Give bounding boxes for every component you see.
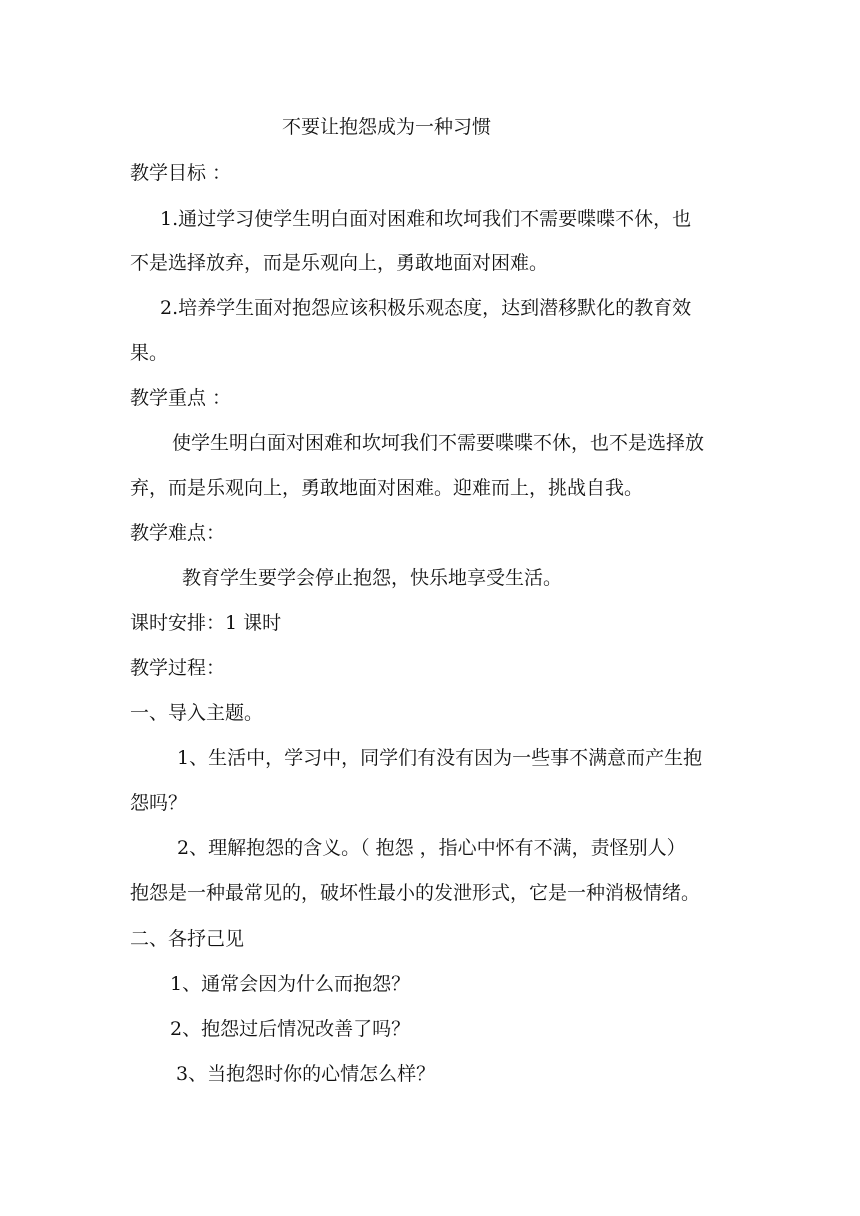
section-1-heading: 一、导入主题。 — [130, 702, 264, 724]
section-2-item-1: 1、通常会因为什么而抱怨？ — [170, 973, 411, 995]
keypoints-heading: 教学重点 ： — [130, 387, 232, 409]
section-1-item-1-line-1: 1、生活中，学习中，同学们有没有因为一些事不满意而产生抱 — [177, 747, 703, 769]
section-1-item-2-line-1: 2、理解抱怨的含义。（ 抱怨 ，指心中怀有不满，责怪别人） — [177, 837, 686, 859]
keypoints-line-2: 弃，而是乐观向上，勇敢地面对困难。迎难而上，挑战自我。 — [130, 477, 644, 499]
process-heading: 教学过程： — [130, 657, 226, 679]
objective-1-line-2: 不是选择放弃，而是乐观向上，勇敢地面对困难。 — [130, 252, 549, 274]
section-2-item-2: 2、抱怨过后情况改善了吗？ — [170, 1018, 411, 1040]
document-title: 不要让抱怨成为一种习惯 — [282, 116, 492, 138]
section-1-item-1-line-2: 怨吗？ — [130, 792, 188, 814]
difficulty-heading: 教学难点： — [130, 522, 226, 544]
objective-2-line-2: 果。 — [130, 342, 169, 364]
keypoints-line-1: 使学生明白面对困难和坎坷我们不需要喋喋不休，也不是选择放 — [172, 432, 705, 454]
section-1-item-2-line-2: 抱怨是一种最常见的，破坏性最小的发泄形式，它是一种消极情绪。 — [130, 882, 701, 904]
section-2-item-3: 3、当抱怨时你的心情怎么样？ — [176, 1063, 436, 1085]
difficulty-text: 教育学生要学会停止抱怨，快乐地享受生活。 — [182, 567, 563, 589]
objectives-heading: 教学目标 ： — [130, 162, 232, 184]
schedule-line: 课时安排：1 课时 — [130, 612, 282, 634]
objective-1-line-1: 1.通过学习使学生明白面对困难和坎坷我们不需要喋喋不休，也 — [160, 208, 692, 230]
objective-2-line-1: 2.培养学生面对抱怨应该积极乐观态度，达到潜移默化的教育效 — [160, 297, 692, 319]
section-2-heading: 二、各抒己见 — [130, 928, 245, 950]
